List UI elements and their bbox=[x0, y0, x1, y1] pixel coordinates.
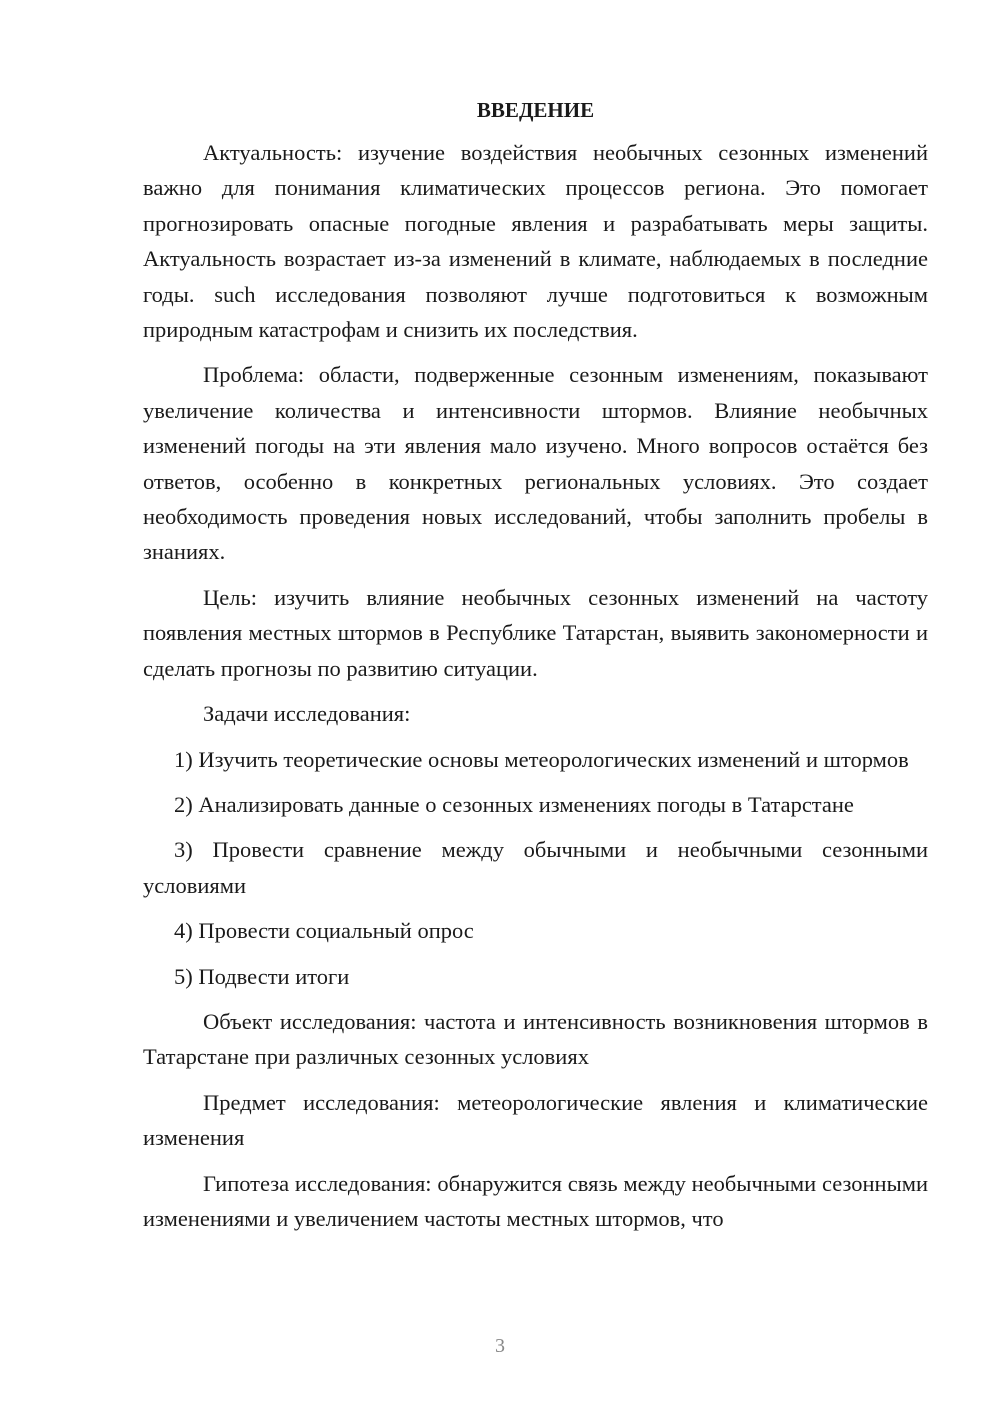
goal-paragraph: Цель: изучить влияние необычных сезонных изменений на частоту появления местных штормов в Республике Татарстан, выявить закономерности и сделать прогнозы по развитию ситуации. bbox=[143, 584, 928, 681]
task-item: 1) Изучить теоретические основы метеорологических изменений и штормов bbox=[174, 746, 909, 772]
tasks-intro: Задачи исследования: bbox=[203, 701, 411, 727]
page-number: 3 bbox=[495, 1335, 505, 1357]
task-item: 4) Провести социальный опрос bbox=[174, 918, 474, 944]
task-item: 5) Подвести итоги bbox=[174, 963, 350, 989]
task-item: 2) Анализировать данные о сезонных изменениях погоды в Татарстане bbox=[174, 791, 854, 817]
page-content bbox=[143, 94, 928, 1246]
hypothesis-paragraph: Гипотеза исследования: обнаружится связь между необычными сезонными изменениями и увеличением частоты местных штормов, что bbox=[143, 1170, 928, 1231]
problem-paragraph: Проблема: области, подверженные сезонным изменениям, показывают увеличение количества и интенсивности штормов. Влияние необычных изменений погоды на эти явления мало изучено. Много вопросов остаётся без ответов, особенно в конкретных региональных условиях. Это создает необходимость проведения новых исследований, чтобы заполнить пробелы в знаниях. bbox=[143, 362, 928, 565]
object-paragraph: Объект исследования: частота и интенсивность возникновения штормов в Татарстане при различных сезонных условиях bbox=[143, 1008, 928, 1070]
relevance-paragraph: Актуальность: изучение воздействия необычных сезонных изменений важно для понимания климатических процессов региона. Это помогает прогнозировать опасные погодные явления и разрабатывать меры защиты. Актуальность возрастает из-за изменений в климате, наблюдаемых в последние годы. such исследования позволяют лучше подготовиться к возможным природным катастрофам и снизить их последствия. bbox=[143, 140, 928, 343]
subject-paragraph: Предмет исследования: метеорологические явления и климатические изменения bbox=[143, 1089, 928, 1151]
section-heading: ВВЕДЕНИЕ bbox=[476, 98, 595, 122]
task-item: 3) Провести сравнение между обычными и необычными сезонными условиями bbox=[143, 837, 928, 898]
